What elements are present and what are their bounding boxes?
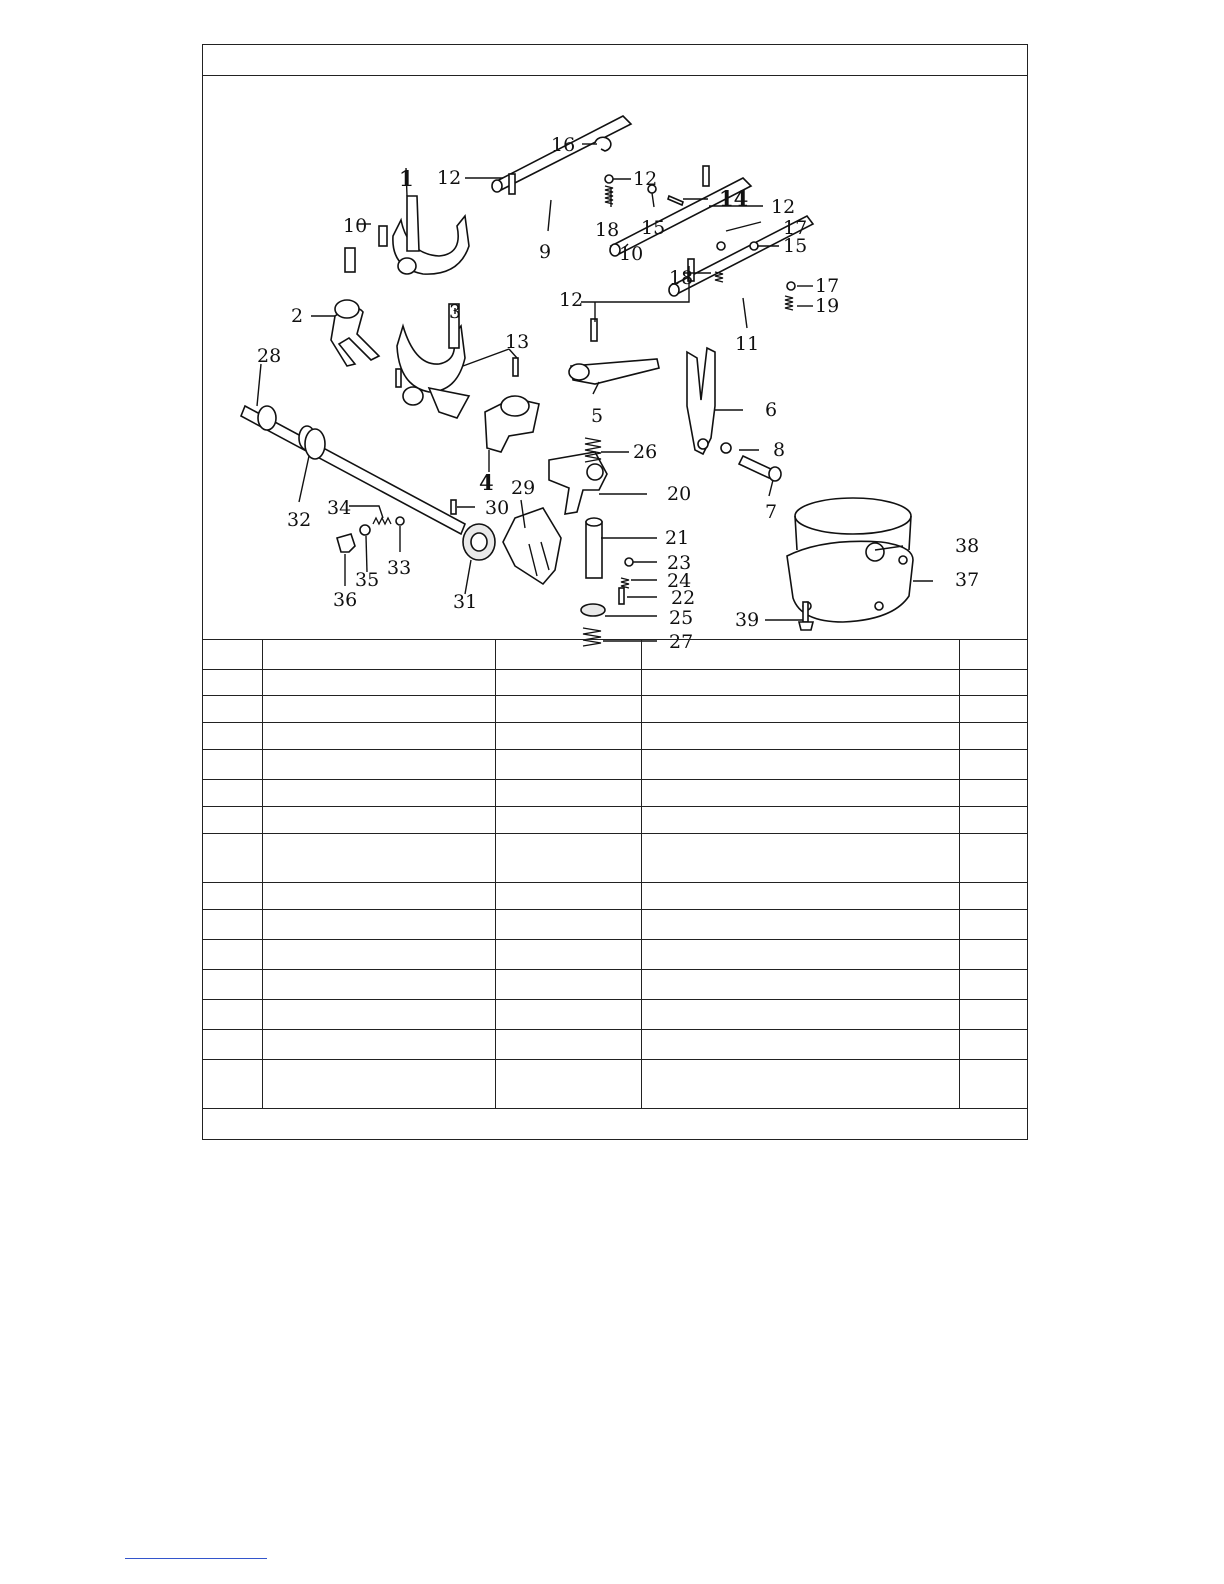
table-cell xyxy=(203,750,262,780)
table-cell xyxy=(641,696,959,723)
callout-31: 31 xyxy=(453,591,478,613)
callout-15b: 15 xyxy=(783,235,808,257)
table-row xyxy=(203,780,1027,807)
table-cell xyxy=(262,834,495,883)
spring-34 xyxy=(373,518,391,524)
table-cell xyxy=(641,883,959,910)
table-cell xyxy=(641,723,959,750)
table-cell xyxy=(495,723,641,750)
gasket-38 xyxy=(795,498,911,534)
table-row xyxy=(203,807,1027,834)
table-cell xyxy=(262,970,495,1000)
callout-34: 34 xyxy=(327,497,352,519)
table-cell xyxy=(959,696,1027,723)
table-cell xyxy=(495,834,641,883)
table-cell xyxy=(495,696,641,723)
pin-30 xyxy=(451,500,456,514)
table-cell xyxy=(641,780,959,807)
table-cell xyxy=(495,780,641,807)
table-cell xyxy=(203,780,262,807)
shift-arm-4 xyxy=(485,396,539,452)
pin-10-a xyxy=(345,248,355,272)
shaft-21 xyxy=(586,518,602,578)
callout-26: 26 xyxy=(633,441,658,463)
table-cell xyxy=(959,750,1027,780)
callout-35: 35 xyxy=(355,569,380,591)
table-cell xyxy=(262,910,495,940)
table-row xyxy=(203,910,1027,940)
table-row xyxy=(203,723,1027,750)
callout-33: 33 xyxy=(387,557,412,579)
table-cell xyxy=(641,1030,959,1060)
table-cell xyxy=(495,910,641,940)
table-cell xyxy=(959,834,1027,883)
table-cell xyxy=(203,940,262,970)
table-cell xyxy=(203,1060,262,1109)
callout-39: 39 xyxy=(735,609,760,631)
table-row xyxy=(203,940,1027,970)
callout-18a: 18 xyxy=(595,219,620,241)
pin-12-a xyxy=(509,174,515,194)
table-cell xyxy=(641,807,959,834)
table-cell xyxy=(495,1030,641,1060)
shift-shaft-28 xyxy=(241,406,495,560)
footer-link-underline[interactable] xyxy=(125,1558,267,1559)
table-cell xyxy=(495,670,641,696)
callout-1: 1 xyxy=(399,166,414,191)
table-cell xyxy=(203,670,262,696)
shift-lever-5 xyxy=(569,359,659,384)
table-row xyxy=(203,1030,1027,1060)
table-cell xyxy=(203,723,262,750)
callout-5: 5 xyxy=(591,405,604,427)
ball-12 xyxy=(605,175,613,183)
table-cell xyxy=(262,723,495,750)
callout-10a: 10 xyxy=(343,215,368,237)
callout-17a: 17 xyxy=(783,217,808,239)
callout-29: 29 xyxy=(511,477,536,499)
table-cell xyxy=(262,1000,495,1030)
callout-17b: 17 xyxy=(815,275,840,297)
callout-12d: 12 xyxy=(559,289,584,311)
table-row xyxy=(203,970,1027,1000)
table-cell xyxy=(959,807,1027,834)
callout-12c: 12 xyxy=(771,196,796,218)
parts-table-body xyxy=(203,640,1027,1109)
pin-12-b xyxy=(703,166,709,186)
table-cell xyxy=(641,670,959,696)
sheet-title-bar xyxy=(203,45,1027,76)
shift-fork-1 xyxy=(393,196,469,274)
pin-13 xyxy=(513,358,518,376)
parts-sheet xyxy=(202,44,1028,1140)
callout-7: 7 xyxy=(765,501,778,523)
table-cell xyxy=(959,1030,1027,1060)
callout-10b: 10 xyxy=(619,243,644,265)
table-cell xyxy=(203,1030,262,1060)
callout-24: 24 xyxy=(667,570,692,592)
table-cell xyxy=(959,1060,1027,1109)
callout-22: 22 xyxy=(671,587,696,609)
callout-27: 27 xyxy=(669,631,694,653)
callout-28: 28 xyxy=(257,345,282,367)
pin-22 xyxy=(619,588,624,604)
table-cell xyxy=(203,640,262,670)
table-cell xyxy=(641,640,959,670)
table-cell xyxy=(495,940,641,970)
table-cell xyxy=(262,940,495,970)
table-cell xyxy=(495,883,641,910)
spring-18-a xyxy=(605,186,613,204)
table-cell xyxy=(262,750,495,780)
callout-11: 11 xyxy=(735,333,760,355)
table-cell xyxy=(262,1060,495,1109)
pin-12-d xyxy=(591,319,597,341)
table-cell xyxy=(203,696,262,723)
table-cell xyxy=(959,940,1027,970)
callout-25: 25 xyxy=(669,607,694,629)
table-row xyxy=(203,640,1027,670)
table-cell xyxy=(959,1000,1027,1030)
table-cell xyxy=(262,883,495,910)
washer-8 xyxy=(721,443,731,453)
washer-25 xyxy=(581,604,605,616)
table-cell xyxy=(495,1060,641,1109)
table-cell xyxy=(641,1000,959,1030)
table-cell xyxy=(203,807,262,834)
exploded-parts-diagram xyxy=(203,76,1027,653)
callout-9: 9 xyxy=(539,241,552,263)
table-cell xyxy=(641,970,959,1000)
callout-3: 3 xyxy=(449,301,462,323)
table-cell xyxy=(262,696,495,723)
table-cell xyxy=(262,807,495,834)
pin-14 xyxy=(668,196,683,205)
table-cell xyxy=(959,970,1027,1000)
plug-36 xyxy=(337,534,355,552)
callout-32: 32 xyxy=(287,509,312,531)
ball-17-a xyxy=(717,242,725,250)
table-cell xyxy=(495,807,641,834)
table-cell xyxy=(641,940,959,970)
pin-10-b xyxy=(379,226,387,246)
table-cell xyxy=(959,910,1027,940)
ball-33 xyxy=(396,517,404,525)
callout-13: 13 xyxy=(505,331,530,353)
parts-table xyxy=(203,639,1027,1109)
table-cell xyxy=(203,834,262,883)
callout-4: 4 xyxy=(479,470,494,495)
ball-15-b xyxy=(750,242,758,250)
spring-24 xyxy=(621,578,629,588)
callout-18b: 18 xyxy=(669,267,694,289)
callout-12b: 12 xyxy=(633,168,658,190)
callout-37: 37 xyxy=(955,569,980,591)
spring-19 xyxy=(785,296,793,310)
table-cell xyxy=(641,750,959,780)
callout-38: 38 xyxy=(955,535,980,557)
shift-cam-29 xyxy=(503,508,561,584)
table-row xyxy=(203,670,1027,696)
callout-6: 6 xyxy=(765,399,778,421)
table-cell xyxy=(203,883,262,910)
table-row xyxy=(203,696,1027,723)
ball-17-b xyxy=(787,282,795,290)
callout-36: 36 xyxy=(333,589,358,611)
table-cell xyxy=(959,723,1027,750)
callout-30: 30 xyxy=(485,497,510,519)
shift-arm-20 xyxy=(549,452,607,514)
shift-fork-2 xyxy=(331,300,379,366)
callout-19: 19 xyxy=(815,295,840,317)
table-cell xyxy=(959,780,1027,807)
table-cell xyxy=(959,640,1027,670)
pin-13-b xyxy=(396,369,401,387)
shift-plate-6 xyxy=(687,348,715,454)
table-cell xyxy=(495,750,641,780)
table-cell xyxy=(959,883,1027,910)
table-cell xyxy=(203,970,262,1000)
table-row xyxy=(203,1060,1027,1109)
table-cell xyxy=(262,1030,495,1060)
callout-8: 8 xyxy=(773,439,786,461)
diagram-svg xyxy=(203,76,1027,653)
callout-2: 2 xyxy=(291,305,304,327)
callout-23: 23 xyxy=(667,552,692,574)
table-row xyxy=(203,1000,1027,1030)
table-cell xyxy=(641,1060,959,1109)
callout-21: 21 xyxy=(665,527,690,549)
table-cell xyxy=(959,670,1027,696)
callout-12a: 12 xyxy=(437,167,462,189)
table-cell xyxy=(641,834,959,883)
washer-35 xyxy=(360,525,370,535)
table-cell xyxy=(203,1000,262,1030)
table-cell xyxy=(495,640,641,670)
table-row xyxy=(203,883,1027,910)
callout-15a: 15 xyxy=(641,217,666,239)
table-cell xyxy=(203,910,262,940)
table-cell xyxy=(262,780,495,807)
table-cell xyxy=(495,970,641,1000)
table-row xyxy=(203,750,1027,780)
ball-23 xyxy=(625,558,633,566)
callout-14: 14 xyxy=(719,186,749,211)
callout-16: 16 xyxy=(551,134,576,156)
clip-16 xyxy=(595,137,611,151)
table-cell xyxy=(262,640,495,670)
table-cell xyxy=(495,1000,641,1030)
table-cell xyxy=(262,670,495,696)
table-row xyxy=(203,834,1027,883)
callout-20: 20 xyxy=(667,483,692,505)
table-cell xyxy=(641,910,959,940)
